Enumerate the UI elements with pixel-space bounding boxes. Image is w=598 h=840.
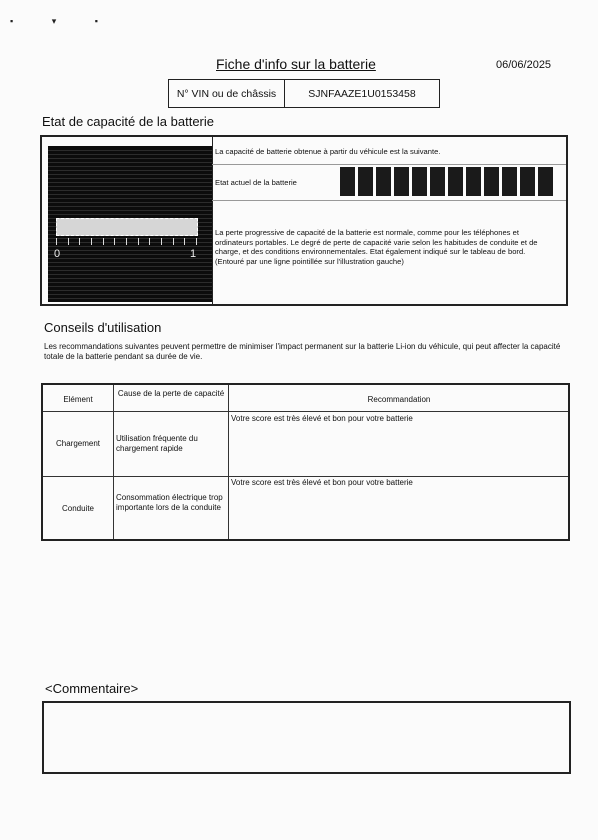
row-1-element: Chargement bbox=[55, 439, 101, 448]
row-2-recommendation: Votre score est très élevé et bon pour votre batterie bbox=[231, 478, 413, 487]
gauge-min-label: 0 bbox=[54, 248, 61, 260]
battery-segment bbox=[448, 167, 463, 196]
battery-segment bbox=[412, 167, 427, 196]
gauge-max-label: 1 bbox=[190, 248, 197, 260]
gauge-ticks bbox=[56, 238, 196, 246]
battery-segment bbox=[430, 167, 445, 196]
vin-box bbox=[168, 79, 440, 108]
battery-segment bbox=[394, 167, 409, 196]
comment-text bbox=[44, 703, 569, 715]
advice-table bbox=[41, 383, 570, 541]
battery-segment bbox=[358, 167, 373, 196]
battery-segment bbox=[484, 167, 499, 196]
document-date: 06/06/2025 bbox=[496, 59, 552, 71]
vin-label: N° VIN ou de châssis bbox=[169, 80, 285, 107]
vin-value: SJNFAAZE1U0153458 bbox=[308, 87, 416, 100]
battery-segment bbox=[502, 167, 517, 196]
comment-box bbox=[42, 701, 571, 774]
battery-segment bbox=[538, 167, 553, 196]
battery-segment bbox=[376, 167, 391, 196]
dashboard-gauge-image bbox=[48, 146, 212, 302]
row-1-recommendation: Votre score est très élevé et bon pour votre batterie bbox=[231, 414, 413, 423]
state-label: Etat actuel de la batterie bbox=[215, 178, 297, 187]
battery-segment bbox=[520, 167, 535, 196]
advice-paragraph: Les recommandations suivantes peuvent permettre de minimiser l'impact permanent sur la batterie Li-ion du véhicule, qui peut affecter la capacité totale de la batterie pendant sa durée de vie. bbox=[44, 342, 561, 361]
row-2-cause: Consommation électrique trop importante lors de la conduite bbox=[116, 493, 223, 512]
gauge-bar bbox=[56, 218, 198, 236]
scan-marks: ▪ ▾ ▪ bbox=[10, 16, 116, 26]
capacity-heading: Etat de capacité de la batterie bbox=[42, 114, 215, 129]
comment-heading: <Commentaire> bbox=[45, 681, 139, 696]
row-2-element: Conduite bbox=[61, 504, 95, 513]
capacity-box bbox=[40, 135, 568, 306]
battery-segment bbox=[466, 167, 481, 196]
document-title: Fiche d'info sur la batterie bbox=[216, 56, 376, 72]
col-header-recommendation: Recommandation bbox=[367, 395, 431, 404]
col-header-cause: Cause de la perte de capacité bbox=[117, 389, 225, 398]
col-header-element: Elément bbox=[63, 395, 93, 404]
advice-heading: Conseils d'utilisation bbox=[44, 320, 162, 335]
battery-segments bbox=[340, 167, 553, 196]
capacity-note: La perte progressive de capacité de la batterie est normale, comme pour les téléphones et ordinateurs portables. Le degré de perte de capacité varie selon les habitudes de conduite et de charge, et des conditions environnementales. Etat également indiqué sur le tableau de bord. (Entouré par une ligne pointillée sur l'illustration gauche) bbox=[215, 228, 538, 266]
row-1-cause: Utilisation fréquente du chargement rapide bbox=[116, 434, 198, 453]
battery-segment bbox=[340, 167, 355, 196]
capacity-intro: La capacité de batterie obtenue à partir du véhicule est la suivante. bbox=[215, 147, 441, 156]
